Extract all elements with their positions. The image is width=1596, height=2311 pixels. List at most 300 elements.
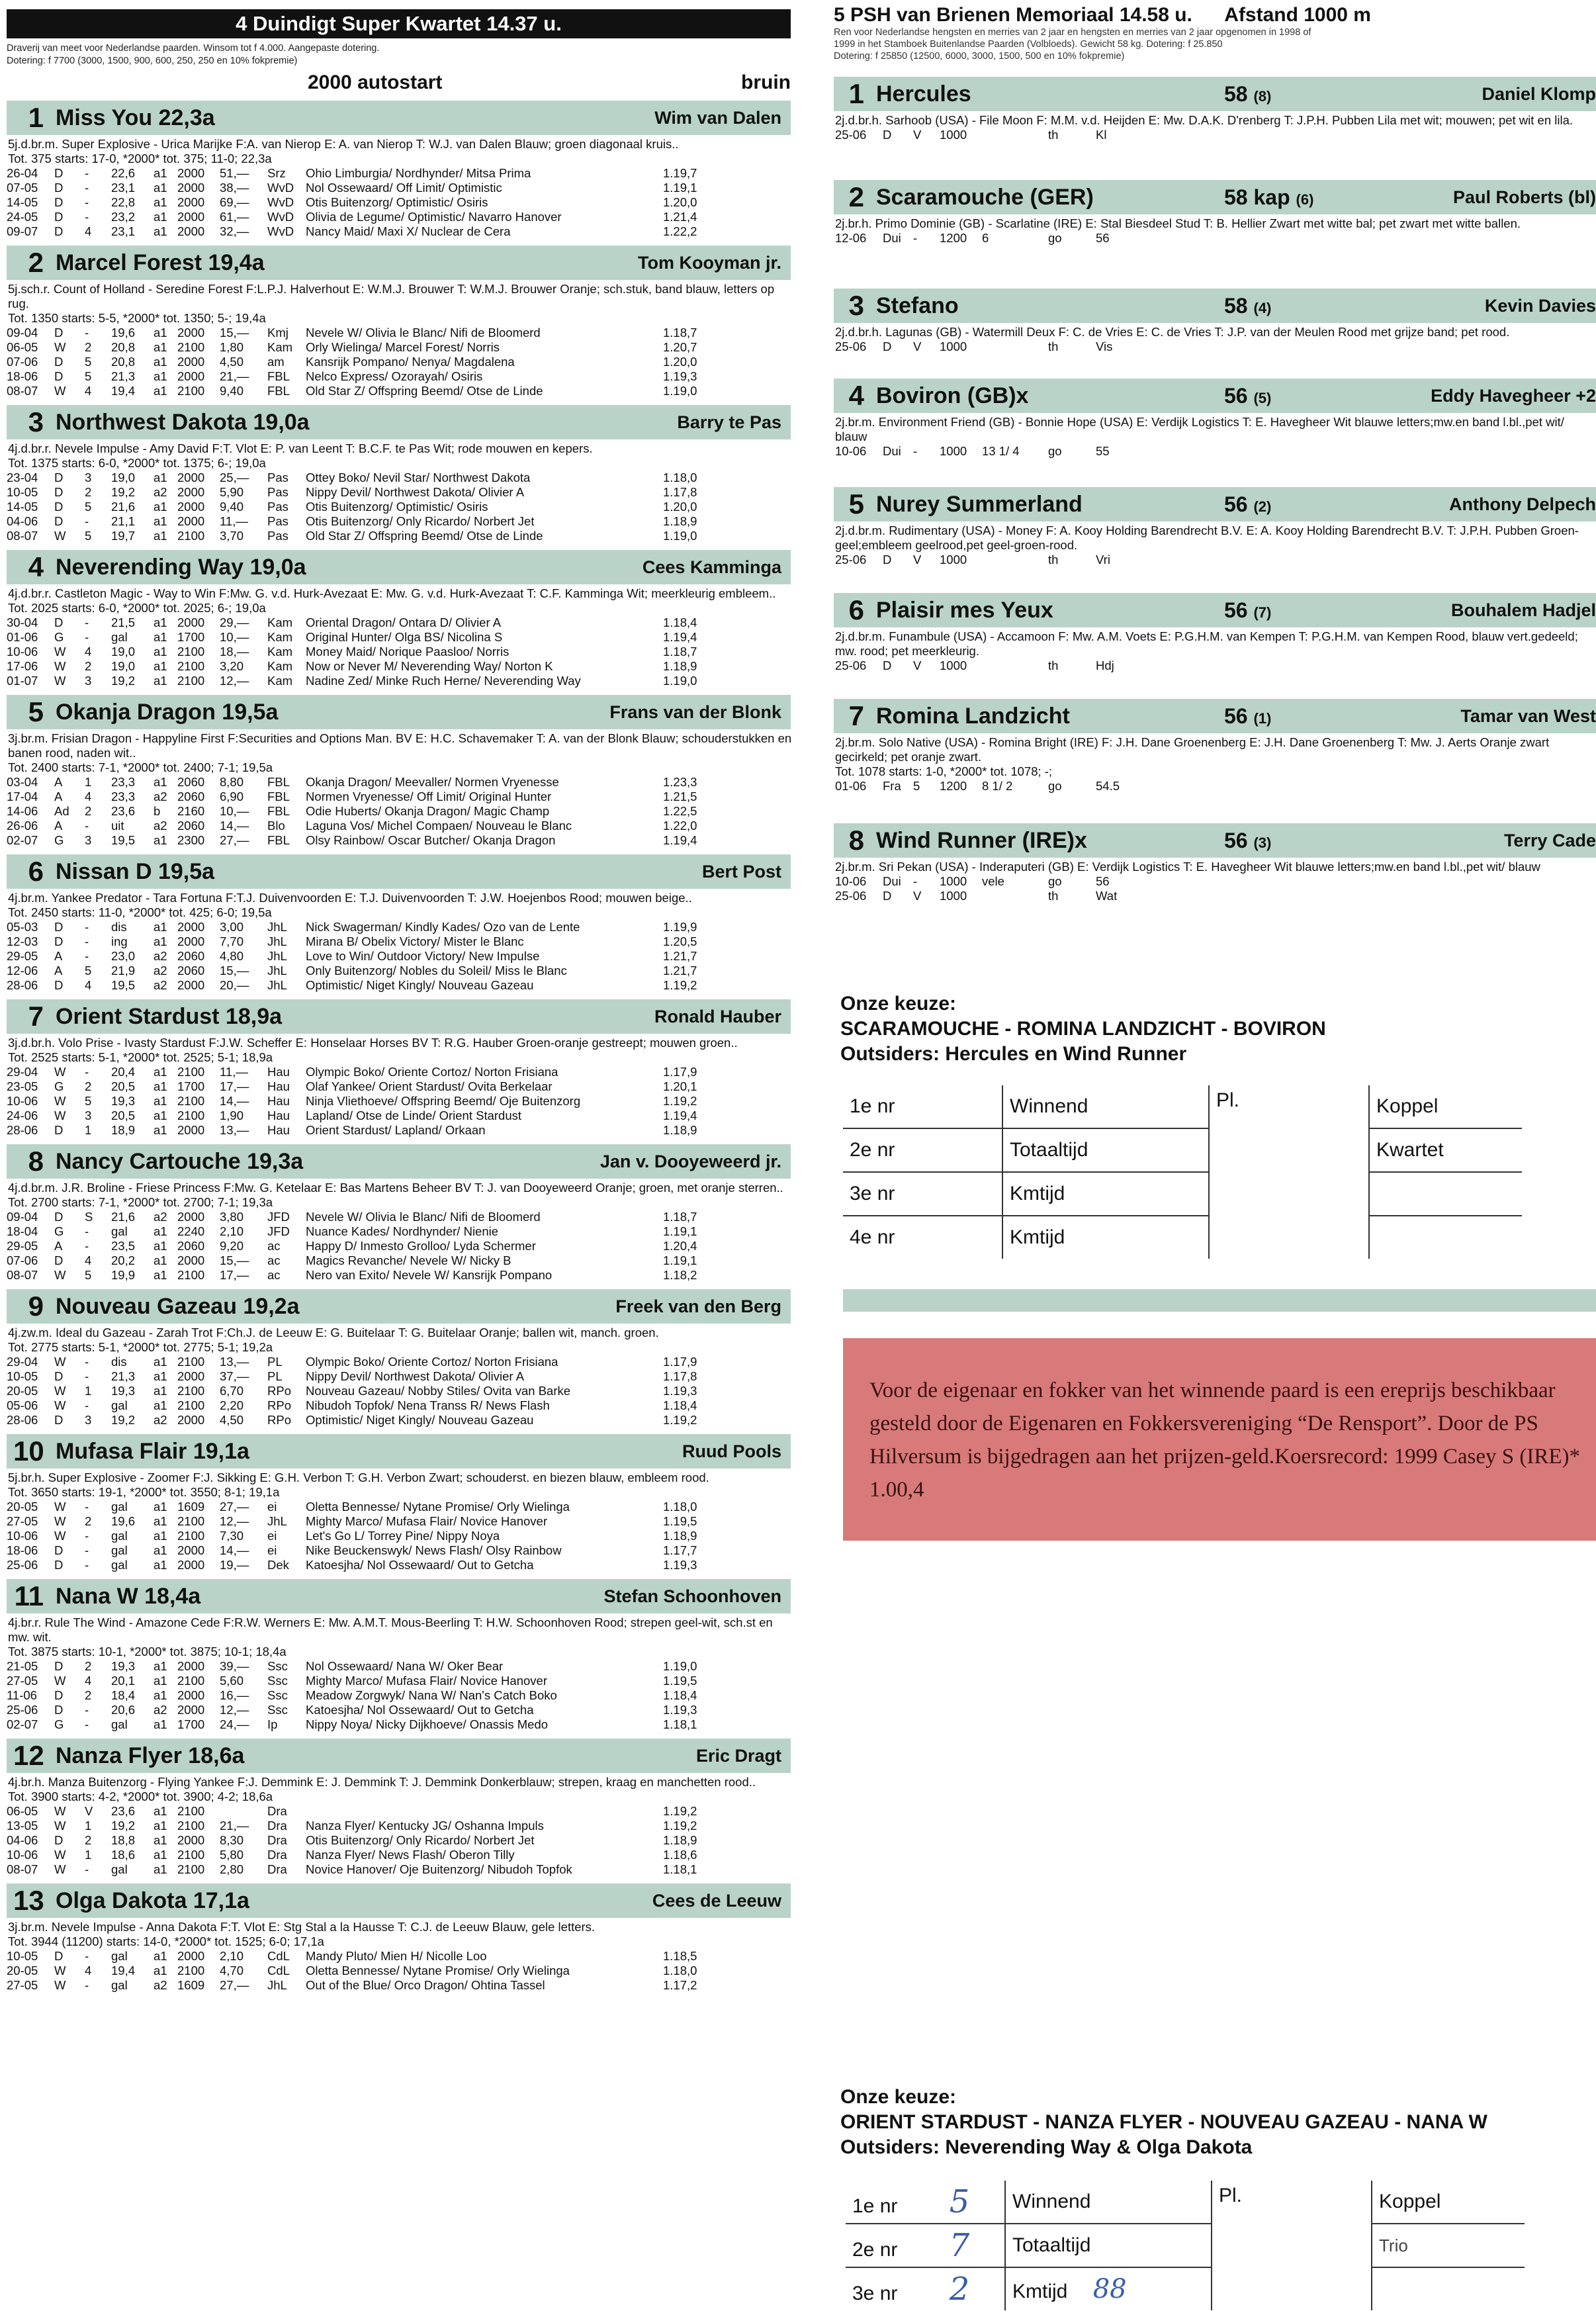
result-cell: 25-06	[7, 1703, 38, 1717]
results-table	[835, 340, 1491, 354]
horse-pedigree: 3j.br.m. Frisian Dragon - Happyline First F:Securities and Options Man. BV E: H.C. Schavemaker T: A. van der Blonk Blauw; schouderstukken en banen rood, naden wit..	[8, 731, 792, 760]
result-cell: 1.21,4	[663, 210, 697, 224]
result-row	[7, 1659, 736, 1674]
result-cell: W	[54, 384, 66, 398]
result-cell: FBL	[267, 790, 290, 803]
result-cell: Olivia de Legume/ Optimistic/ Navarro Hanover	[306, 210, 562, 224]
horse-number: 11	[14, 1580, 44, 1611]
result-cell: Ssc	[267, 1688, 288, 1702]
result-row	[7, 833, 736, 848]
result-cell: D	[54, 1659, 64, 1673]
result-row	[835, 658, 1491, 673]
result-cell: W	[54, 529, 66, 543]
result-cell: gal	[111, 1543, 128, 1557]
result-cell: Pas	[267, 485, 288, 499]
result-cell: 1.19,2	[663, 978, 697, 992]
result-cell: Ottey Boko/ Nevil Star/ Northwest Dakota	[306, 471, 531, 484]
result-cell: a1	[154, 833, 167, 847]
race-5-entry	[834, 379, 1596, 459]
bet-row-label: 2e nr	[843, 1128, 1002, 1172]
result-row	[7, 934, 736, 949]
result-cell: WvD	[267, 210, 294, 224]
jockey-name: Stefan Schoonhoven	[603, 1586, 781, 1606]
result-cell: 2100	[177, 529, 205, 543]
result-cell: 18-06	[7, 369, 38, 383]
result-cell: Nadine Zed/ Minke Ruch Herne/ Neverending Way	[306, 674, 581, 688]
horse-pedigree: 4j.br.h. Manza Buitenzorg - Flying Yankee F:J. Demmink E: J. Demmink T: J. Demmink Donkerblauw; strepen, kraag en manchetten rood..	[8, 1775, 756, 1789]
result-cell: a1	[154, 369, 167, 383]
bet-row-label	[846, 2267, 1005, 2310]
result-cell: 3	[85, 471, 92, 484]
results-table	[7, 1210, 736, 1283]
result-cell: th	[1048, 128, 1059, 142]
result-cell: W	[54, 1848, 66, 1862]
result-cell: 1.20,0	[663, 195, 697, 209]
bet-row-type: Totaaltijd	[1005, 2224, 1212, 2267]
result-row	[7, 1384, 736, 1398]
horse-number: 10	[13, 1435, 44, 1467]
weight-value: 56	[1224, 598, 1248, 622]
keuze-outsiders: Outsiders: Hercules en Wind Runner	[840, 1043, 1187, 1065]
result-cell: 38,—	[220, 181, 249, 195]
result-cell: th	[1048, 340, 1059, 353]
bet-right-label: Kwartet	[1369, 1128, 1522, 1172]
result-cell: D	[54, 934, 64, 948]
result-cell: W	[54, 1355, 66, 1369]
horse-totals: Tot. 375 starts: 17-0, *2000* tot. 375; 11-0; 22,3a	[8, 152, 272, 165]
result-cell: 30-04	[7, 615, 38, 629]
result-cell: 2	[85, 340, 92, 354]
result-cell	[220, 1804, 267, 1819]
result-cell: Mirana B/ Obelix Victory/ Mister le Blanc	[306, 934, 524, 948]
result-row	[7, 1819, 736, 1833]
result-cell: th	[1048, 658, 1059, 672]
result-cell: 08-07	[7, 1862, 38, 1876]
result-cell: 04-06	[7, 514, 38, 528]
bet-right-label: Koppel	[1369, 1085, 1522, 1128]
result-cell: a1	[154, 1529, 167, 1543]
race-4-track-condition: bruin	[741, 71, 791, 93]
result-cell: 20,5	[111, 1109, 136, 1122]
result-cell: G	[54, 1079, 64, 1093]
result-cell: 1.19,5	[663, 1514, 697, 1528]
result-row	[7, 1123, 736, 1138]
result-cell: V	[913, 128, 922, 142]
bet-row-label	[846, 2181, 1005, 2224]
result-cell: -	[85, 1543, 89, 1557]
result-cell: Nike Beuckenswyk/ News Flash/ Olsy Rainbow	[306, 1543, 562, 1557]
horse-totals: Tot. 2700 starts: 7-1, *2000* tot. 2700; 7-1; 19,3a	[8, 1195, 273, 1209]
result-cell	[1024, 658, 1048, 673]
horse-number: 5	[848, 488, 864, 520]
result-cell: 20,5	[111, 1079, 136, 1093]
result-cell: a1	[154, 500, 167, 514]
result-cell: 3	[85, 674, 92, 688]
result-row	[7, 920, 736, 934]
horse-name: Nissan D 19,5a	[56, 858, 215, 884]
result-cell: 06-05	[7, 1804, 38, 1818]
results-table	[7, 326, 736, 398]
bet-right-label: Trio	[1372, 2224, 1525, 2267]
result-cell: 2100	[177, 1862, 205, 1876]
result-cell: a1	[154, 1558, 167, 1572]
result-cell: Hau	[267, 1094, 290, 1108]
result-cell: D	[54, 1688, 64, 1702]
horse-totals: Tot. 1375 starts: 6-0, *2000* tot. 1375; 6-; 19,0a	[8, 456, 266, 470]
result-cell: 2100	[177, 1804, 205, 1818]
bet-right-empty	[1369, 1172, 1522, 1216]
result-cell: Meadow Zorgwyk/ Nana W/ Nan's Catch Boko	[306, 1688, 557, 1702]
result-cell: D	[54, 369, 64, 383]
result-cell: 4,50	[220, 355, 244, 369]
result-cell: 1.19,5	[663, 1674, 697, 1688]
result-cell: 05-06	[7, 1398, 38, 1412]
result-cell: 29-04	[7, 1355, 38, 1369]
horse-name: Wind Runner (IRE)x	[876, 827, 1087, 853]
result-cell: A	[54, 819, 63, 833]
result-cell: -	[85, 195, 89, 209]
result-cell: D	[54, 514, 64, 528]
result-cell: W	[54, 1674, 66, 1688]
result-row	[7, 949, 736, 964]
weight-value: 56	[1224, 383, 1248, 408]
horse-totals: Tot. 2775 starts: 5-1, *2000* tot. 2775; 5-1; 19,2a	[8, 1340, 273, 1354]
result-cell: 20,4	[111, 1065, 136, 1079]
horse-header	[7, 1883, 791, 1918]
result-cell: D	[883, 889, 892, 903]
result-cell: Otis Buitenzorg/ Optimistic/ Osiris	[306, 500, 488, 514]
result-cell: W	[54, 1065, 66, 1079]
handwritten-note: 88	[1092, 2274, 1127, 2304]
result-cell	[306, 1804, 663, 1819]
results-table	[835, 553, 1491, 567]
race-5-entry	[834, 699, 1596, 793]
result-cell: Dui	[883, 444, 901, 458]
result-cell: W	[54, 1094, 66, 1108]
result-row	[7, 384, 736, 398]
result-row	[7, 819, 736, 833]
result-cell: 1.18,6	[663, 1848, 697, 1862]
result-cell: a1	[154, 1833, 167, 1847]
result-row	[835, 553, 1491, 567]
result-cell: am	[267, 355, 285, 369]
result-row	[7, 500, 736, 514]
result-cell: gal	[111, 1862, 128, 1876]
result-cell: D	[54, 355, 64, 369]
result-cell: 25-06	[835, 128, 867, 142]
result-cell: a1	[154, 529, 167, 543]
result-cell: 1700	[177, 1717, 205, 1731]
result-cell: 23,0	[111, 949, 136, 963]
result-cell: Blo	[267, 819, 285, 833]
result-cell: Ad	[54, 804, 69, 818]
result-cell: Dui	[883, 231, 901, 245]
result-row	[7, 630, 736, 645]
result-cell: a2	[154, 790, 167, 803]
result-cell: -	[85, 1862, 89, 1876]
result-cell: -	[85, 949, 89, 963]
horse-header	[834, 487, 1596, 521]
result-cell: 23,2	[111, 210, 136, 224]
result-cell: 18-06	[7, 1543, 38, 1557]
result-cell: 21,5	[111, 615, 136, 629]
result-cell: W	[54, 645, 66, 658]
horse-header	[834, 593, 1596, 627]
result-cell: Otis Buitenzorg/ Only Ricardo/ Norbert Jet	[306, 1833, 535, 1847]
draw-number: (8)	[1253, 87, 1272, 105]
result-cell: 26-06	[7, 819, 38, 833]
result-row	[835, 340, 1491, 354]
horse-weight	[1224, 598, 1271, 623]
result-row	[7, 340, 736, 355]
result-cell: -	[85, 920, 89, 934]
result-cell: 1200	[940, 779, 967, 793]
result-cell: Novice Hanover/ Oje Buitenzorg/ Nibudoh Topfok	[306, 1862, 572, 1876]
result-cell: 10-06	[835, 874, 867, 888]
result-cell: 21,9	[111, 964, 136, 977]
result-cell: Vis	[1096, 340, 1113, 353]
result-cell: 14-05	[7, 195, 38, 209]
result-row	[7, 1398, 736, 1413]
result-cell: 1	[85, 1384, 92, 1398]
result-cell: D	[54, 1210, 64, 1224]
weight-value: 58 kap	[1224, 185, 1290, 209]
result-cell: a1	[154, 1819, 167, 1833]
result-cell: Lapland/ Otse de Linde/ Orient Stardust	[306, 1109, 522, 1122]
result-cell: 2000	[177, 355, 205, 369]
horse-pedigree: 5j.sch.r. Count of Holland - Seredine Forest F:L.P.J. Halverhout E: W.M.J. Brouwer T: W.M.J. Brouwer Oranje; sch.stuk, band blauw, letters op rug.	[8, 282, 775, 310]
jockey-name: Cees Kamminga	[642, 557, 781, 577]
horse-pedigree: 2j.d.br.h. Lagunas (GB) - Watermill Deux F: C. de Vries E: C. de Vries T: J.P. van der Meulen Rood met grijze band; pet rood.	[835, 325, 1510, 339]
result-cell: 1.19,1	[663, 1224, 697, 1238]
result-cell: 25-06	[835, 553, 867, 566]
race-5-entry	[834, 77, 1596, 142]
keuze-race-4	[840, 2085, 1595, 2160]
result-cell: 1.19,1	[663, 181, 697, 195]
result-cell: 09-04	[7, 326, 38, 340]
result-cell: 2060	[177, 1239, 205, 1253]
result-cell: JhL	[267, 934, 287, 948]
result-row	[7, 1514, 736, 1529]
result-cell: 12-06	[835, 231, 867, 245]
horse-number: 2	[848, 181, 864, 212]
result-cell: 10-06	[7, 1848, 38, 1862]
jockey-name: Eric Dragt	[695, 1745, 781, 1766]
horse-pedigree: 2j.br.h. Primo Dominie (GB) - Scarlatine (IRE) E: Stal Biesdeel Stud T: B. Hellier Zwart met witte bal; pet zwart met witte ballen.	[835, 216, 1521, 230]
result-cell: -	[85, 819, 89, 833]
result-cell: Nol Ossewaard/ Off Limit/ Optimistic	[306, 181, 502, 195]
result-cell: 2000	[177, 1659, 205, 1673]
result-cell: CdL	[267, 1949, 290, 1963]
result-cell: ac	[267, 1268, 281, 1282]
result-cell: 2100	[177, 645, 205, 658]
jockey-name: Ronald Hauber	[654, 1006, 781, 1026]
result-cell: 20,—	[220, 978, 249, 992]
draw-number: (2)	[1253, 498, 1272, 515]
result-cell: 4,70	[220, 1964, 244, 1977]
result-cell: 11-06	[7, 1688, 37, 1702]
result-cell: -	[85, 1703, 89, 1717]
result-cell: 10-05	[7, 1369, 38, 1383]
result-cell: 19,6	[111, 1514, 136, 1528]
result-row	[7, 1094, 736, 1109]
result-cell: 1.19,0	[663, 1659, 697, 1673]
result-cell: 20,1	[111, 1674, 136, 1688]
result-row	[7, 1109, 736, 1123]
result-cell: 14,—	[220, 819, 249, 833]
result-cell: 1.18,7	[663, 326, 697, 340]
result-row	[7, 485, 736, 500]
result-cell: a1	[154, 340, 167, 354]
result-cell: gal	[111, 1558, 128, 1572]
result-cell: Orly Wielinga/ Marcel Forest/ Norris	[306, 340, 500, 354]
results-table	[835, 231, 1491, 246]
result-row	[7, 1964, 736, 1978]
result-cell: 1.18,0	[663, 1500, 697, 1514]
result-cell: 1.18,4	[663, 615, 697, 629]
result-cell: 21,6	[111, 500, 136, 514]
result-cell: 1.19,2	[663, 1094, 697, 1108]
result-cell: a1	[154, 645, 167, 658]
jockey-name: Jan v. Dooyeweerd jr.	[599, 1151, 781, 1171]
result-cell: 25-06	[835, 340, 867, 353]
horse-header	[7, 246, 791, 280]
result-cell: 14,—	[220, 1094, 249, 1108]
result-cell: 1.18,4	[663, 1398, 697, 1412]
result-cell: 17,—	[220, 1079, 249, 1093]
result-cell: Oletta Bennesse/ Nytane Promise/ Orly Wielinga	[306, 1500, 570, 1514]
result-cell: 2000	[177, 181, 205, 195]
result-cell: FBL	[267, 833, 290, 847]
horse-number: 13	[13, 1885, 44, 1916]
result-cell: 1.20,4	[663, 1239, 697, 1253]
horse-number: 3	[848, 290, 864, 321]
result-cell: 6	[982, 231, 989, 245]
result-cell: 12-06	[7, 964, 38, 977]
results-table	[7, 1500, 736, 1572]
horse-name: Romina Landzicht	[876, 703, 1070, 729]
result-cell: 4	[85, 224, 92, 238]
result-row	[7, 471, 736, 485]
result-cell: Nanza Flyer/ News Flash/ Oberon Tilly	[306, 1848, 515, 1862]
result-cell: a1	[154, 1268, 167, 1282]
horse-number: 1	[848, 78, 864, 109]
horse-pedigree: 2j.d.br.h. Sarhoob (USA) - File Moon F: M.M. v.d. Heijden E: Mw. D.A.K. D'renberg T: J.P.H. Pubben Lila met wit; mouwen; pet wit en lila.	[835, 113, 1574, 127]
bet-row-label: 3e nr	[843, 1172, 1002, 1216]
result-cell: 5	[85, 369, 92, 383]
weight-value: 56	[1224, 703, 1248, 728]
result-cell: -	[85, 1224, 89, 1238]
result-cell: 1.21,5	[663, 790, 697, 803]
draw-number: (6)	[1296, 191, 1314, 208]
horse-header	[834, 180, 1596, 214]
result-cell: D	[54, 224, 64, 238]
result-cell: 27-05	[7, 1514, 38, 1528]
result-cell: 19,7	[111, 529, 136, 543]
result-cell	[1024, 553, 1048, 567]
result-cell: Ninja Vliethoeve/ Offspring Beemd/ Oje Buitenzorg	[306, 1094, 581, 1108]
result-cell: Kam	[267, 645, 293, 658]
result-cell: Olympic Boko/ Oriente Cortoz/ Norton Frisiana	[306, 1065, 558, 1079]
result-cell	[982, 889, 1024, 903]
result-cell: 1000	[940, 874, 967, 888]
result-cell: 27,—	[220, 1978, 249, 1992]
result-cell: -	[85, 1369, 89, 1383]
result-cell: a1	[154, 1543, 167, 1557]
bet-row-text: 1e nr	[852, 2195, 898, 2217]
bet-place-label: Pl.	[1209, 1085, 1369, 1259]
horse-number: 6	[28, 856, 44, 887]
result-cell: 6,70	[220, 1384, 244, 1398]
result-cell: 21,3	[111, 1369, 136, 1383]
horse-name: Northwest Dakota 19,0a	[56, 409, 310, 435]
result-cell: Ohio Limburgia/ Nordhynder/ Mitsa Prima	[306, 166, 531, 180]
result-cell: 4	[85, 978, 92, 992]
weight-value: 56	[1224, 492, 1248, 516]
result-cell: 2000	[177, 471, 205, 484]
result-cell: 8 1/ 2	[982, 779, 1013, 793]
horse-weight	[1224, 185, 1313, 210]
result-cell: Okanja Dragon/ Meevaller/ Normen Vryenesse	[306, 775, 559, 789]
result-cell: D	[883, 128, 892, 142]
result-cell: 19,4	[111, 384, 136, 398]
result-cell: 23-05	[7, 1079, 38, 1093]
result-cell: W	[54, 1529, 66, 1543]
result-cell: a2	[154, 1413, 167, 1427]
horse-header	[834, 289, 1596, 323]
result-cell	[1134, 444, 1491, 459]
result-cell: Kam	[267, 674, 293, 688]
result-cell: -	[85, 514, 89, 528]
jockey-name: Ruud Pools	[682, 1441, 781, 1461]
race-5-title: 5 PSH van Brienen Memoriaal 14.58 u.	[834, 4, 1192, 26]
horse-pedigree: 4j.d.br.m. J.R. Broline - Friese Princess F:Mw. G. Ketelaar E: Bas Martens Beheer BV T: J. van Dooyeweerd Oranje; groen, met oranje sterren..	[8, 1181, 783, 1195]
result-cell: 1.23,3	[663, 775, 697, 789]
result-cell: 2000	[177, 210, 205, 224]
horse-pedigree: 5j.br.h. Super Explosive - Zoomer F:J. Sikking E: G.H. Verbon T: G.H. Verbon Zwart; schouderst. en biezen blauw, embleem rood.	[8, 1471, 709, 1484]
bet-row-type: Kmtijd	[1010, 1226, 1065, 1248]
result-row	[7, 1239, 736, 1253]
horse-totals: Tot. 3900 starts: 4-2, *2000* tot. 3900; 4-2; 18,6a	[8, 1790, 273, 1803]
result-cell: 21-05	[7, 1659, 38, 1673]
result-cell	[1134, 874, 1491, 889]
horse-number: 4	[848, 380, 864, 411]
horse-totals: Tot. 2450 starts: 11-0, *2000* tot. 425; 6-0; 19,5a	[8, 905, 272, 919]
result-cell: D	[883, 658, 892, 672]
result-cell: a1	[154, 630, 167, 644]
result-cell: 2000	[177, 1369, 205, 1383]
bet-row-label: 1e nr	[843, 1085, 1002, 1128]
result-cell: 1000	[940, 889, 967, 903]
result-cell: a1	[154, 1717, 167, 1731]
result-cell: 2160	[177, 804, 205, 818]
result-cell: 2	[85, 1833, 92, 1847]
result-cell: 2060	[177, 949, 205, 963]
result-cell: W	[54, 1862, 66, 1876]
result-cell: Kmj	[267, 326, 288, 340]
horse-pedigree: 2j.d.br.m. Rudimentary (USA) - Money F: A. Kooy Holding Barendrecht B.V. E: A. Kooy Holding Barendrecht B.V. T: J.P.H. Pubben Groen-geel;embleem geelrood,pet geel-groen-rood.	[835, 523, 1579, 552]
result-cell: 19,3	[111, 1659, 136, 1673]
result-cell: D	[54, 166, 64, 180]
result-cell: 69,—	[220, 195, 249, 209]
result-cell: WvD	[267, 195, 294, 209]
result-cell: 2000	[177, 1210, 205, 1224]
horse-totals: Tot. 1078 starts: 1-0, *2000* tot. 1078; -;	[835, 764, 1053, 778]
handwritten-pick-2: 7	[949, 2227, 970, 2264]
result-cell: A	[54, 964, 63, 977]
result-cell: 9,40	[220, 384, 244, 398]
result-cell: 1.19,3	[663, 369, 697, 383]
